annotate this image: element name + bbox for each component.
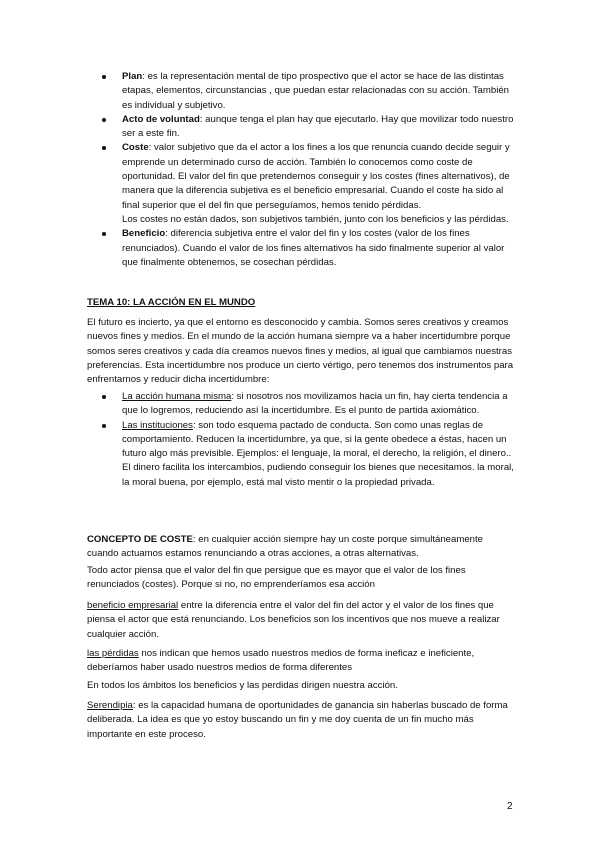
paragraph: En todos los ámbitos los beneficios y las perdidas dirigen nuestra acción. — [87, 680, 398, 691]
definition: : si nosotros nos movilizamos hacia un fin, hay cierta tendencia a que lo logremos, reduciendo así la incertidumbre. Es el punto de partida axiomático. — [122, 391, 508, 417]
list-item — [102, 227, 518, 270]
paragraph — [87, 533, 517, 562]
definitions-list — [102, 70, 518, 270]
term: Beneficio — [122, 228, 166, 240]
page-number: 2 — [507, 801, 513, 812]
definition-extra: El dinero facilita los intercambios, pudiendo conseguir los bienes que necesitamos. la moral, la moral buena, por ejemplo, está mal visto mentir o la propiedad privada. — [122, 462, 514, 488]
bullet-icon — [102, 232, 106, 236]
definition: : es la representación mental de tipo prospectivo que el actor se hace de las distintas etapas, elementos, circunstancias , que puedan estar relacionadas con su acción. También es individual y subjetivo. — [122, 71, 510, 111]
bullet-icon — [102, 395, 106, 399]
term: La acción humana misma — [122, 391, 232, 402]
term: Acto de voluntad — [122, 113, 200, 125]
bullet-icon — [102, 118, 106, 122]
bullet-icon — [102, 424, 106, 428]
definition: : diferencia subjetiva entre el valor del fin y los costes (valor de los fines renunciados). Cuando el valor de los fines alternativos ha sido finalmente superior al valor que finalmente obtenemos, se cosechan pérdidas. — [122, 228, 505, 268]
definition: : valor subjetivo que da el actor a los fines a los que renuncia cuando decide seguir y emprende un determinado curso de acción. También lo conocemos como coste de oportunidad. El valor del fin que pretendemos conseguir y los costes (fines alternativos), de manera que la diferencia subjetiva es el beneficio empresarial. Cuando el coste ha sido al final superior que el del fin que perseguíamos, hemos tenido pérdidas. — [122, 142, 510, 211]
list-item — [102, 141, 518, 227]
definition: : es la capacidad humana de oportunidades de ganancia sin haberlas buscado de forma deliberada. La idea es que yo estoy buscando un fin y me doy cuenta de un fin mucho más importante en este proceso. — [87, 700, 508, 740]
term: CONCEPTO DE COSTE — [87, 534, 193, 545]
list-item — [102, 113, 518, 142]
section-heading: TEMA 10: LA ACCIÓN EN EL MUNDO — [87, 297, 256, 308]
bullet-icon — [102, 146, 106, 150]
bullet-icon — [102, 75, 106, 79]
paragraph: El futuro es incierto, ya que el entorno es desconocido y cambia. Somos seres creativos y creamos nuevos fines y medios. En el mundo de la acción humana siempre va a haber incertidumbre porque somos seres creativos y cada día creamos nuevos fines y medios, al igual que cambiamos nuestras preferencias. Esta incertidumbre nos produce un cierto vértigo, pero tenemos dos instrumentos para enfrentarnos y reducir dicha incertidumbre: — [87, 317, 514, 386]
term: beneficio empresarial — [87, 600, 179, 611]
definition: : en cualquier acción siempre hay un coste porque simultáneamente cuando actuamos estamos renunciando a otras acciones, a otras alternativas. — [87, 534, 484, 560]
paragraph — [87, 647, 517, 676]
paragraph — [87, 599, 517, 642]
definition: : aunque tenga el plan hay que ejecutarlo. Hay que movilizar todo nuestro ser a este fin. — [122, 113, 514, 140]
list-item — [102, 419, 518, 490]
definition: entre la diferencia entre el valor del fin del actor y el valor de los fines que piensa el actor que está renunciando. Los beneficios son los incentivos que nos mueve a realizar cualquier acción. — [87, 600, 500, 640]
paragraph: Todo actor piensa que el valor del fin que persigue que es mayor que el valor de los fines renunciados (costes). Porque si no, no emprenderíamos esa acción — [87, 565, 466, 591]
term: Coste — [122, 142, 149, 154]
instruments-list — [102, 390, 518, 490]
term: las pérdidas — [87, 648, 139, 659]
term: Las instituciones — [122, 419, 193, 431]
definition: nos indican que hemos usado nuestros medios de forma ineficaz e ineficiente, deberíamos haber usado nuestros medios de forma diferentes — [87, 648, 475, 674]
list-item — [102, 390, 518, 419]
definition-extra: Los costes no están dados, son subjetivos también, junto con los beneficios y las pérdidas. — [122, 213, 509, 225]
paragraph — [87, 699, 517, 742]
term: Serendipia — [87, 700, 133, 711]
term: Plan — [122, 71, 143, 82]
definition: : son todo esquema pactado de conducta. Son como unas reglas de comportamiento. Reducen la incertidumbre, ya que, si la gente obedece a éstas, hacen un futuro algo más previsible. Ejemplos: el lenguaje, la moral, el derecho, la religión, el dinero.. — [122, 419, 512, 460]
list-item — [102, 70, 518, 113]
